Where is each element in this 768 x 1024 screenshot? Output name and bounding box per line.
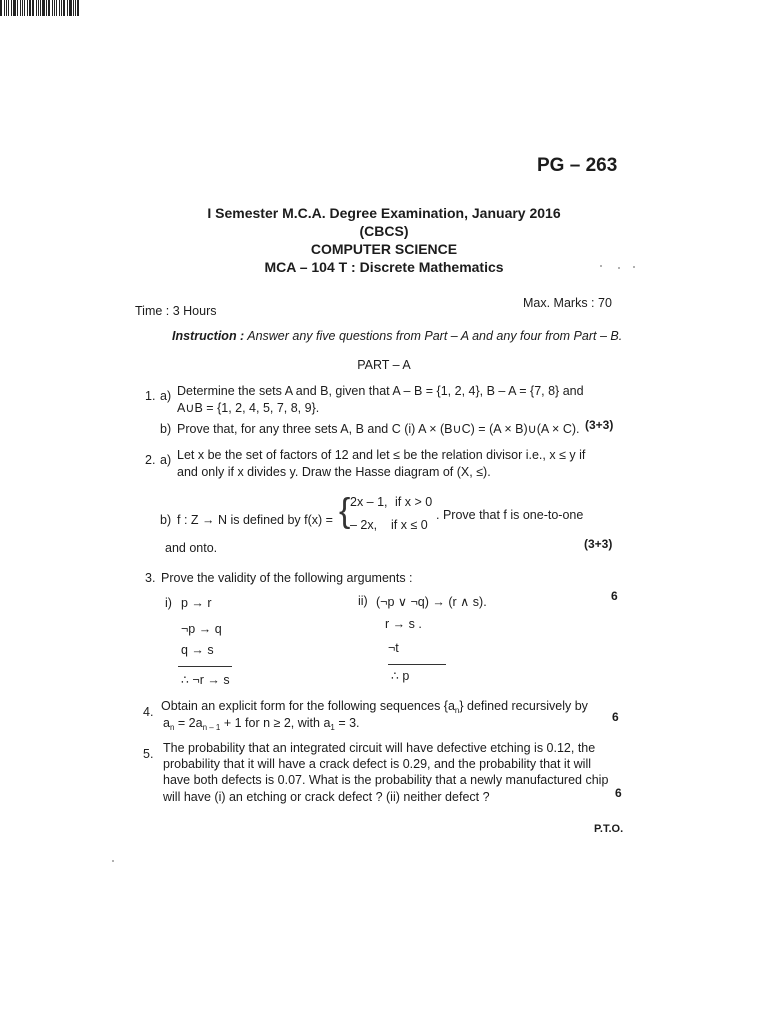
exam-title: I Semester M.C.A. Degree Examination, January 2016: [207, 205, 561, 221]
question-number: 2.: [145, 453, 156, 467]
barcode-bar: [75, 0, 76, 16]
barcode-bar: [11, 0, 12, 16]
barcode-bar: [32, 0, 34, 16]
barcode-bar: [6, 0, 7, 16]
barcode-bar: [29, 0, 31, 16]
conclusion-rule: [388, 664, 446, 665]
premise: ¬t: [388, 641, 399, 655]
premise: q → s: [181, 643, 214, 657]
barcode-bar: [67, 0, 68, 16]
question-text: Let x be the set of factors of 12 and let ≤ be the relation divisor i.e., x ≤ y if: [177, 448, 586, 462]
question-text: will have (i) an etching or crack defect ? (ii) neither defect ?: [163, 790, 490, 804]
scan-speck: [112, 860, 114, 862]
question-number: 1.: [145, 389, 156, 403]
barcode-bar: [22, 0, 24, 16]
conclusion: ∴ ¬r → s: [181, 673, 230, 687]
barcode-bar: [4, 0, 5, 16]
instruction-text: Answer any five questions from Part – A and any four from Part – B.: [247, 329, 623, 343]
part-heading: PART – A: [357, 358, 411, 372]
sub-label: i): [165, 596, 172, 610]
instruction-label: Instruction :: [172, 329, 245, 343]
marks: 6: [612, 710, 619, 724]
barcode-bar: [48, 0, 50, 16]
time-allowed: Time : 3 Hours: [135, 304, 217, 318]
barcode-bar: [77, 0, 79, 16]
question-text: $a_n = 2a_{n - 1} + 1$ for n ≥ 2, with $a_1 = 3$.: [163, 716, 360, 732]
barcode-bar: [17, 0, 18, 16]
question-text: Prove that, for any three sets A, B and C (i) A × (B∪C) = (A × B)∪(A × C).: [177, 422, 580, 436]
question-text: Obtain an explicit form for the following sequences $\{a_n\}$ defined recursively by: [161, 699, 588, 715]
barcode-bar: [52, 0, 53, 16]
barcode-bar: [38, 0, 39, 16]
barcode-bar: [63, 0, 65, 16]
question-text: Determine the sets A and B, given that A – B = {1, 2, 4}, B – A = {7, 8} and: [177, 384, 584, 398]
barcode-bar: [36, 0, 37, 16]
barcode-bar: [46, 0, 47, 16]
marks: 6: [615, 786, 622, 800]
sub-label: b): [160, 513, 172, 527]
case-expression: – 2x,: [350, 518, 378, 532]
barcode: [0, 0, 80, 16]
question-text: have both defects is 0.07. What is the probability that a newly manufactured chip: [163, 773, 609, 787]
scheme: (CBCS): [359, 223, 409, 239]
sub-label: a): [160, 453, 172, 467]
premise: ¬p → q: [181, 622, 222, 636]
premise: (¬p ∨ ¬q) → (r ∧ s).: [376, 595, 487, 609]
question-number: 3.: [145, 571, 156, 585]
barcode-bar: [59, 0, 60, 16]
barcode-bar: [8, 0, 10, 16]
barcode-bar: [69, 0, 72, 16]
sub-label: b): [160, 422, 172, 436]
question-number: 4.: [143, 705, 154, 719]
barcode-bar: [27, 0, 28, 16]
barcode-bar: [54, 0, 55, 16]
case-condition: if x ≤ 0: [391, 518, 428, 532]
case-condition: if x > 0: [395, 495, 433, 509]
case-expression: 2x – 1,: [350, 495, 388, 509]
question-text: and onto.: [165, 541, 218, 555]
scan-speck: [633, 266, 635, 268]
barcode-bar: [20, 0, 21, 16]
barcode-bar: [24, 0, 25, 16]
sub-label: a): [160, 389, 172, 403]
paper-code: PG – 263: [537, 155, 618, 176]
question-text: Prove the validity of the following arguments :: [161, 571, 413, 585]
marks: 6: [611, 589, 618, 603]
question-text: and only if x divides y. Draw the Hasse diagram of (X, ≤).: [177, 465, 491, 479]
conclusion-rule: [178, 666, 232, 667]
course-title: MCA – 104 T : Discrete Mathematics: [264, 259, 504, 275]
max-marks: Max. Marks : 70: [523, 296, 612, 310]
question-text: probability that it will have a crack defect is 0.29, and the probability that it will: [163, 757, 591, 771]
conclusion: ∴ p: [391, 669, 410, 683]
pto-label: P.T.O.: [594, 823, 624, 835]
question-text: A∪B = {1, 2, 4, 5, 7, 8, 9}.: [177, 401, 320, 415]
sub-label: ii): [358, 594, 368, 608]
question-number: 5.: [143, 747, 154, 761]
barcode-bar: [56, 0, 58, 16]
brace: {: [339, 492, 351, 530]
premise: p → r: [181, 596, 212, 610]
instruction: [172, 329, 622, 343]
question-text: . Prove that f is one-to-one: [436, 508, 584, 522]
barcode-bar: [0, 0, 2, 16]
question-text: f : Z → N is defined by f(x) =: [177, 513, 333, 527]
barcode-bar: [13, 0, 16, 16]
marks: (3+3): [585, 418, 614, 432]
barcode-bar: [61, 0, 62, 16]
scan-speck: [600, 265, 602, 267]
premise: r → s .: [385, 617, 422, 631]
barcode-bar: [73, 0, 74, 16]
barcode-bar: [42, 0, 45, 16]
barcode-bar: [40, 0, 41, 16]
subject: COMPUTER SCIENCE: [310, 241, 458, 257]
scan-speck: [618, 267, 620, 269]
marks: (3+3): [584, 537, 613, 551]
question-text: The probability that an integrated circuit will have defective etching is 0.12, the: [163, 741, 596, 755]
